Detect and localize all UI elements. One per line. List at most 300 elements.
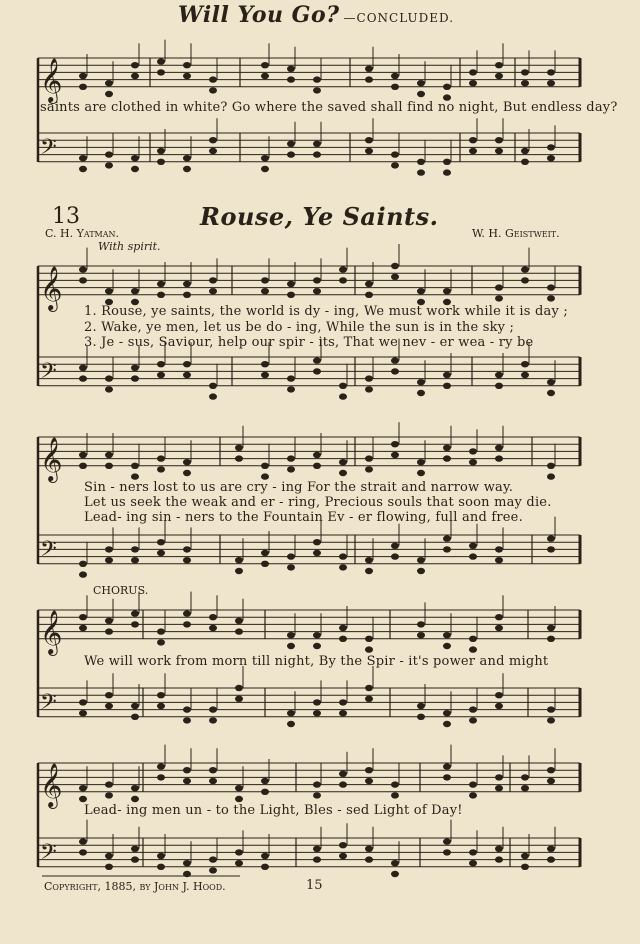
note-head xyxy=(495,62,503,68)
note-head xyxy=(209,137,217,143)
bass-clef-icon: 𝄢 xyxy=(40,536,57,567)
note-head xyxy=(235,557,243,563)
note-head xyxy=(547,390,555,396)
note-head xyxy=(131,365,139,371)
note-head xyxy=(495,774,503,780)
note-head xyxy=(339,710,347,716)
note-head xyxy=(443,288,451,294)
treble-clef-icon: 𝄞 xyxy=(40,762,63,807)
note-head xyxy=(443,710,451,716)
note-head xyxy=(547,846,555,852)
note-head xyxy=(105,375,113,381)
note-head xyxy=(391,73,399,79)
note-head xyxy=(157,539,165,545)
composer-credit: W. H. Geistweit. xyxy=(472,227,560,240)
note-head xyxy=(183,557,191,563)
note-head xyxy=(391,274,399,280)
note-head xyxy=(443,84,451,90)
note-head xyxy=(417,379,425,385)
note-head xyxy=(339,699,347,705)
note-head xyxy=(469,448,477,454)
previous-title-suffix: —CONCLUDED. xyxy=(343,11,455,25)
note-head xyxy=(131,463,139,469)
hymn-number: 13 xyxy=(52,204,80,229)
note-head xyxy=(495,557,503,563)
note-head xyxy=(157,628,165,634)
note-head xyxy=(287,292,295,298)
note-head xyxy=(417,632,425,638)
note-head xyxy=(287,553,295,559)
note-head xyxy=(443,643,451,649)
note-head xyxy=(365,281,373,287)
note-head xyxy=(157,703,165,709)
note-head xyxy=(105,452,113,458)
note-head xyxy=(495,614,503,620)
note-head xyxy=(547,535,555,541)
note-head xyxy=(157,853,165,859)
bass-clef-icon: 𝄢 xyxy=(40,689,57,720)
note-head xyxy=(521,785,529,791)
note-head xyxy=(209,76,217,82)
note-head xyxy=(495,455,503,461)
note-head xyxy=(131,856,139,862)
note-head xyxy=(261,463,269,469)
note-head xyxy=(209,706,217,712)
note-head xyxy=(183,767,191,773)
note-head xyxy=(443,535,451,541)
chorus-line-2: Lead- ing men un - to the Light, Bles - sed Light of Day! xyxy=(84,803,463,818)
note-head xyxy=(183,372,191,378)
note-head xyxy=(313,151,321,157)
note-head xyxy=(209,625,217,631)
note-head xyxy=(79,625,87,631)
note-head xyxy=(157,763,165,769)
note-head xyxy=(287,455,295,461)
note-head xyxy=(313,357,321,363)
note-head xyxy=(79,699,87,705)
note-head xyxy=(521,853,529,859)
note-head xyxy=(131,610,139,616)
note-head xyxy=(443,721,451,727)
note-head xyxy=(495,383,503,389)
note-head xyxy=(547,636,555,642)
note-head xyxy=(521,864,529,870)
note-head xyxy=(131,557,139,563)
note-head xyxy=(235,568,243,574)
note-head xyxy=(183,860,191,866)
note-head xyxy=(469,792,477,798)
note-head xyxy=(547,856,555,862)
note-head xyxy=(365,292,373,298)
note-head xyxy=(339,553,347,559)
verse-1-line-2: Sin - ners lost to us are cry - ing For the strait and narrow way. xyxy=(84,480,514,495)
note-head xyxy=(157,148,165,154)
note-head xyxy=(339,771,347,777)
note-head xyxy=(261,778,269,784)
note-head xyxy=(209,867,217,873)
note-head xyxy=(365,636,373,642)
note-head xyxy=(469,137,477,143)
note-head xyxy=(495,295,503,301)
note-head xyxy=(261,155,269,161)
note-head xyxy=(339,781,347,787)
note-head xyxy=(521,69,529,75)
note-head xyxy=(469,69,477,75)
note-head xyxy=(235,445,243,451)
note-head xyxy=(365,646,373,652)
note-head xyxy=(365,76,373,82)
note-head xyxy=(365,66,373,72)
note-head xyxy=(495,137,503,143)
note-head xyxy=(131,62,139,68)
note-head xyxy=(105,386,113,392)
note-head xyxy=(183,706,191,712)
verse-2-line-2: Let us seek the weak and er - ring, Precious souls that soon may die. xyxy=(84,495,552,510)
note-head xyxy=(261,361,269,367)
note-head xyxy=(235,860,243,866)
note-head xyxy=(417,568,425,574)
note-head xyxy=(183,778,191,784)
note-head xyxy=(287,721,295,727)
note-head xyxy=(521,159,529,165)
note-head xyxy=(105,288,113,294)
note-head xyxy=(443,455,451,461)
note-head xyxy=(183,361,191,367)
note-head xyxy=(547,706,555,712)
note-head xyxy=(469,860,477,866)
hymn-title: Rouse, Ye Saints. xyxy=(200,202,439,231)
note-head xyxy=(157,292,165,298)
note-head xyxy=(131,473,139,479)
note-head xyxy=(547,463,555,469)
note-head xyxy=(79,838,87,844)
note-head xyxy=(469,706,477,712)
note-head xyxy=(183,546,191,552)
note-head xyxy=(339,459,347,465)
note-head xyxy=(209,277,217,283)
note-head xyxy=(391,543,399,549)
note-head xyxy=(365,386,373,392)
note-head xyxy=(417,714,425,720)
note-head xyxy=(339,636,347,642)
note-head xyxy=(287,564,295,570)
note-head xyxy=(261,561,269,567)
note-head xyxy=(469,148,477,154)
note-head xyxy=(157,639,165,645)
note-head xyxy=(183,166,191,172)
note-head xyxy=(79,365,87,371)
note-head xyxy=(391,151,399,157)
note-head xyxy=(495,846,503,852)
note-head xyxy=(209,383,217,389)
treble-clef-icon: 𝄞 xyxy=(40,436,63,481)
note-head xyxy=(79,710,87,716)
note-head xyxy=(547,379,555,385)
bass-clef-icon: 𝄢 xyxy=(40,839,57,870)
note-head xyxy=(183,610,191,616)
note-head xyxy=(547,284,555,290)
note-head xyxy=(79,73,87,79)
note-head xyxy=(287,643,295,649)
note-head xyxy=(365,455,373,461)
previous-title-text: Will You Go? xyxy=(178,2,340,28)
note-head xyxy=(183,459,191,465)
note-head xyxy=(79,463,87,469)
note-head xyxy=(547,473,555,479)
note-head xyxy=(157,159,165,165)
note-head xyxy=(131,73,139,79)
note-head xyxy=(365,148,373,154)
note-head xyxy=(339,277,347,283)
verse-1-line-1: 1. Rouse, ye saints, the world is dy - ing, We must work while it is day ; xyxy=(84,304,568,319)
note-head xyxy=(131,155,139,161)
note-head xyxy=(235,785,243,791)
note-head xyxy=(183,621,191,627)
note-head xyxy=(209,778,217,784)
note-head xyxy=(79,796,87,802)
note-head xyxy=(131,375,139,381)
note-head xyxy=(261,864,269,870)
note-head xyxy=(313,452,321,458)
note-head xyxy=(261,62,269,68)
note-head xyxy=(391,792,399,798)
note-head xyxy=(365,778,373,784)
note-head xyxy=(339,266,347,272)
note-head xyxy=(235,455,243,461)
note-head xyxy=(365,856,373,862)
note-head xyxy=(209,717,217,723)
note-head xyxy=(417,390,425,396)
note-head xyxy=(131,288,139,294)
note-head xyxy=(105,557,113,563)
note-head xyxy=(209,614,217,620)
note-head xyxy=(209,856,217,862)
note-head xyxy=(157,455,165,461)
note-head xyxy=(443,838,451,844)
note-head xyxy=(209,288,217,294)
note-head xyxy=(157,361,165,367)
note-head xyxy=(339,393,347,399)
note-head xyxy=(157,58,165,64)
note-head xyxy=(105,80,113,86)
note-head xyxy=(105,692,113,698)
note-head xyxy=(105,91,113,97)
bass-clef-icon: 𝄢 xyxy=(40,134,57,165)
note-head xyxy=(157,864,165,870)
chorus-label: CHORUS. xyxy=(93,584,149,597)
note-head xyxy=(391,871,399,877)
note-head xyxy=(79,277,87,283)
note-head xyxy=(547,778,555,784)
note-head xyxy=(521,266,529,272)
note-head xyxy=(391,357,399,363)
note-head xyxy=(339,564,347,570)
note-head xyxy=(313,76,321,82)
note-head xyxy=(261,166,269,172)
note-head xyxy=(495,692,503,698)
note-head xyxy=(495,148,503,154)
note-head xyxy=(261,73,269,79)
note-head xyxy=(547,546,555,552)
note-head xyxy=(131,166,139,172)
note-head xyxy=(287,151,295,157)
note-head xyxy=(339,383,347,389)
note-head xyxy=(79,452,87,458)
note-head xyxy=(79,785,87,791)
note-head xyxy=(443,445,451,451)
note-head xyxy=(105,463,113,469)
note-head xyxy=(287,632,295,638)
note-head xyxy=(131,703,139,709)
note-head xyxy=(313,699,321,705)
verse-3-line-1: 3. Je - sus, Saviour, help our spir - its, That we nev - er wea - ry be xyxy=(84,335,534,350)
note-head xyxy=(235,796,243,802)
note-head xyxy=(365,767,373,773)
note-head xyxy=(313,288,321,294)
note-head xyxy=(469,459,477,465)
note-head xyxy=(391,162,399,168)
note-head xyxy=(287,386,295,392)
note-head xyxy=(287,141,295,147)
note-head xyxy=(261,789,269,795)
note-head xyxy=(495,445,503,451)
note-head xyxy=(547,69,555,75)
note-head xyxy=(287,710,295,716)
note-head xyxy=(287,76,295,82)
note-head xyxy=(209,393,217,399)
note-head xyxy=(105,792,113,798)
note-head xyxy=(131,621,139,627)
note-head xyxy=(547,625,555,631)
note-head xyxy=(443,372,451,378)
note-head xyxy=(365,137,373,143)
note-head xyxy=(417,621,425,627)
note-head xyxy=(443,546,451,552)
note-head xyxy=(313,463,321,469)
note-head xyxy=(365,375,373,381)
note-head xyxy=(79,266,87,272)
note-head xyxy=(391,860,399,866)
chorus-line-1: We will work from morn till night, By the Spir - it's power and might xyxy=(84,654,549,669)
note-head xyxy=(183,62,191,68)
page-number: 15 xyxy=(306,878,323,893)
note-head xyxy=(391,84,399,90)
note-head xyxy=(469,553,477,559)
note-head xyxy=(79,84,87,90)
note-head xyxy=(495,372,503,378)
treble-clef-icon: 𝄞 xyxy=(40,265,63,310)
note-head xyxy=(131,846,139,852)
note-head xyxy=(547,717,555,723)
note-head xyxy=(365,696,373,702)
treble-clef-icon: 𝄞 xyxy=(40,57,63,102)
note-head xyxy=(131,714,139,720)
note-head xyxy=(105,853,113,859)
note-head xyxy=(313,643,321,649)
note-head xyxy=(105,618,113,624)
note-head xyxy=(547,767,555,773)
note-head xyxy=(469,646,477,652)
note-head xyxy=(495,785,503,791)
note-head xyxy=(235,685,243,691)
note-head xyxy=(79,614,87,620)
note-head xyxy=(157,466,165,472)
note-head xyxy=(339,842,347,848)
note-head xyxy=(443,774,451,780)
note-head xyxy=(157,69,165,75)
note-head xyxy=(417,288,425,294)
note-head xyxy=(287,375,295,381)
note-head xyxy=(391,781,399,787)
note-head xyxy=(365,846,373,852)
note-head xyxy=(261,288,269,294)
note-head xyxy=(131,785,139,791)
note-head xyxy=(521,80,529,86)
note-head xyxy=(235,618,243,624)
tempo-marking: With spirit. xyxy=(98,240,161,253)
note-head xyxy=(469,636,477,642)
note-head xyxy=(339,853,347,859)
note-head xyxy=(443,849,451,855)
note-head xyxy=(313,856,321,862)
note-head xyxy=(469,543,477,549)
note-head xyxy=(79,375,87,381)
note-head xyxy=(469,80,477,86)
note-head xyxy=(105,781,113,787)
bass-clef-icon: 𝄢 xyxy=(40,358,57,389)
note-head xyxy=(209,148,217,154)
note-head xyxy=(183,717,191,723)
note-head xyxy=(157,281,165,287)
note-head xyxy=(157,550,165,556)
note-head xyxy=(287,281,295,287)
note-head xyxy=(417,159,425,165)
note-head xyxy=(131,546,139,552)
note-head xyxy=(495,625,503,631)
note-head xyxy=(235,849,243,855)
note-head xyxy=(313,368,321,374)
note-head xyxy=(521,361,529,367)
note-head xyxy=(391,452,399,458)
note-head xyxy=(105,864,113,870)
note-head xyxy=(521,148,529,154)
note-head xyxy=(521,277,529,283)
note-head xyxy=(157,692,165,698)
treble-clef-icon: 𝄞 xyxy=(40,609,63,654)
verse-2-line-1: 2. Wake, ye men, let us be do - ing, While the sun is in the sky ; xyxy=(84,320,515,335)
note-head xyxy=(417,80,425,86)
note-head xyxy=(183,292,191,298)
note-head xyxy=(313,846,321,852)
note-head xyxy=(79,155,87,161)
note-head xyxy=(391,441,399,447)
note-head xyxy=(105,162,113,168)
note-head xyxy=(235,628,243,634)
note-head xyxy=(313,87,321,93)
note-head xyxy=(183,73,191,79)
note-head xyxy=(417,470,425,476)
note-head xyxy=(339,625,347,631)
note-head xyxy=(365,466,373,472)
note-head xyxy=(79,561,87,567)
note-head xyxy=(495,856,503,862)
note-head xyxy=(105,151,113,157)
note-head xyxy=(313,781,321,787)
note-head xyxy=(469,717,477,723)
note-head xyxy=(547,80,555,86)
note-head xyxy=(313,539,321,545)
note-head xyxy=(495,703,503,709)
